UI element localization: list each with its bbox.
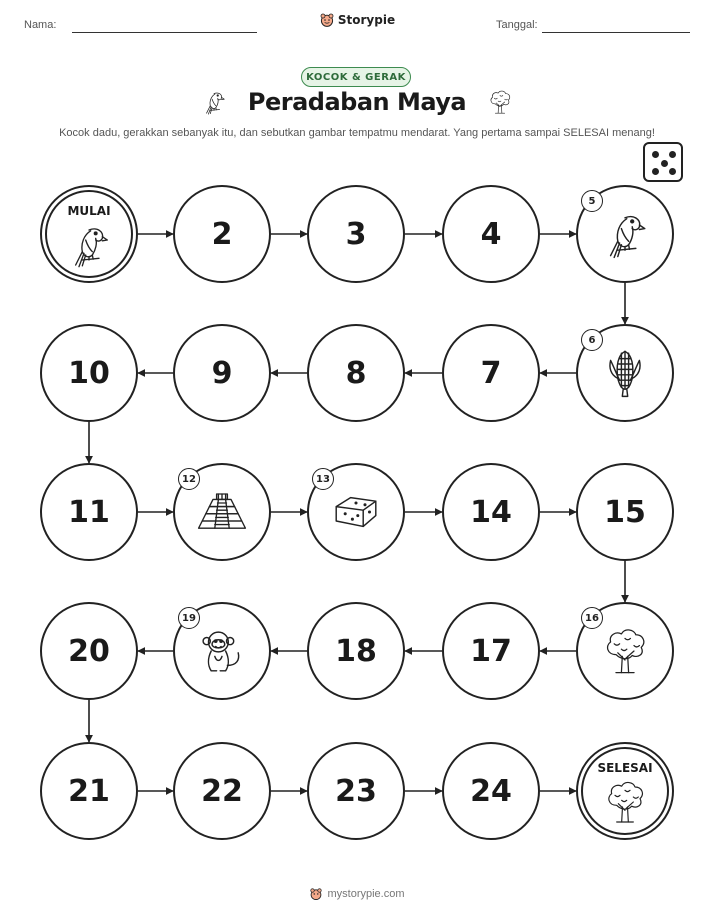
board-space	[442, 742, 540, 840]
space-number-badge: 16	[581, 607, 603, 629]
space-number: 20	[68, 633, 110, 669]
space-number-badge: 19	[178, 607, 200, 629]
board-space	[40, 602, 138, 700]
space-number: 9	[211, 355, 233, 391]
space-number: 21	[68, 773, 110, 809]
space-number: 8	[345, 355, 367, 391]
board-space	[307, 742, 405, 840]
board-space	[40, 742, 138, 840]
space-number: 15	[604, 494, 646, 530]
board-space	[307, 185, 405, 283]
space-number: 14	[470, 494, 512, 530]
board-space	[40, 324, 138, 422]
space-number: 24	[470, 773, 512, 809]
page-title: Peradaban Maya	[247, 88, 467, 116]
space-number-badge: 13	[312, 468, 334, 490]
corn-icon	[598, 346, 652, 400]
space-number: 10	[68, 355, 110, 391]
space-number: 3	[345, 216, 367, 252]
parrot-icon	[598, 207, 652, 261]
space-number-badge: 6	[581, 329, 603, 351]
board-space	[442, 602, 540, 700]
tree-icon	[598, 624, 652, 678]
space-number: 23	[335, 773, 377, 809]
space-number: 4	[480, 216, 502, 252]
space-number: 2	[211, 216, 233, 252]
board-space	[442, 463, 540, 561]
space-number: 17	[470, 633, 512, 669]
footer-site: mystorypie.com	[327, 888, 405, 900]
board-space	[173, 185, 271, 283]
instructions: Kocok dadu, gerakkan sebanyak itu, dan sebutkan gambar tempatmu mendarat. Yang pertama sampai SELESAI menang!	[59, 127, 655, 139]
storypie-mascot-icon	[309, 887, 323, 901]
board-space	[40, 463, 138, 561]
space-number: 22	[201, 773, 243, 809]
board-space	[173, 324, 271, 422]
space-number-badge: 5	[581, 190, 603, 212]
board-space	[307, 602, 405, 700]
space-number: 18	[335, 633, 377, 669]
space-number: 11	[68, 494, 110, 530]
footer	[0, 887, 714, 901]
stone-block-icon	[329, 485, 383, 539]
parrot-icon	[64, 220, 114, 270]
name-label: Nama:	[24, 19, 57, 31]
board-space	[442, 324, 540, 422]
board-space	[576, 463, 674, 561]
finish-label: SELESAI	[597, 761, 653, 775]
start-label: MULAI	[67, 204, 111, 218]
start-space	[40, 185, 138, 283]
board-space	[173, 742, 271, 840]
board-space	[307, 324, 405, 422]
activity-tag: KOCOK & GERAK	[301, 67, 411, 87]
pyramid-icon	[195, 485, 249, 539]
date-label: Tanggal:	[496, 19, 538, 31]
finish-space	[576, 742, 674, 840]
monkey-icon	[195, 624, 249, 678]
brand-name: Storypie	[337, 13, 396, 27]
space-number: 7	[480, 355, 502, 391]
tree-icon	[600, 777, 650, 827]
board-space	[442, 185, 540, 283]
space-number-badge: 12	[178, 468, 200, 490]
